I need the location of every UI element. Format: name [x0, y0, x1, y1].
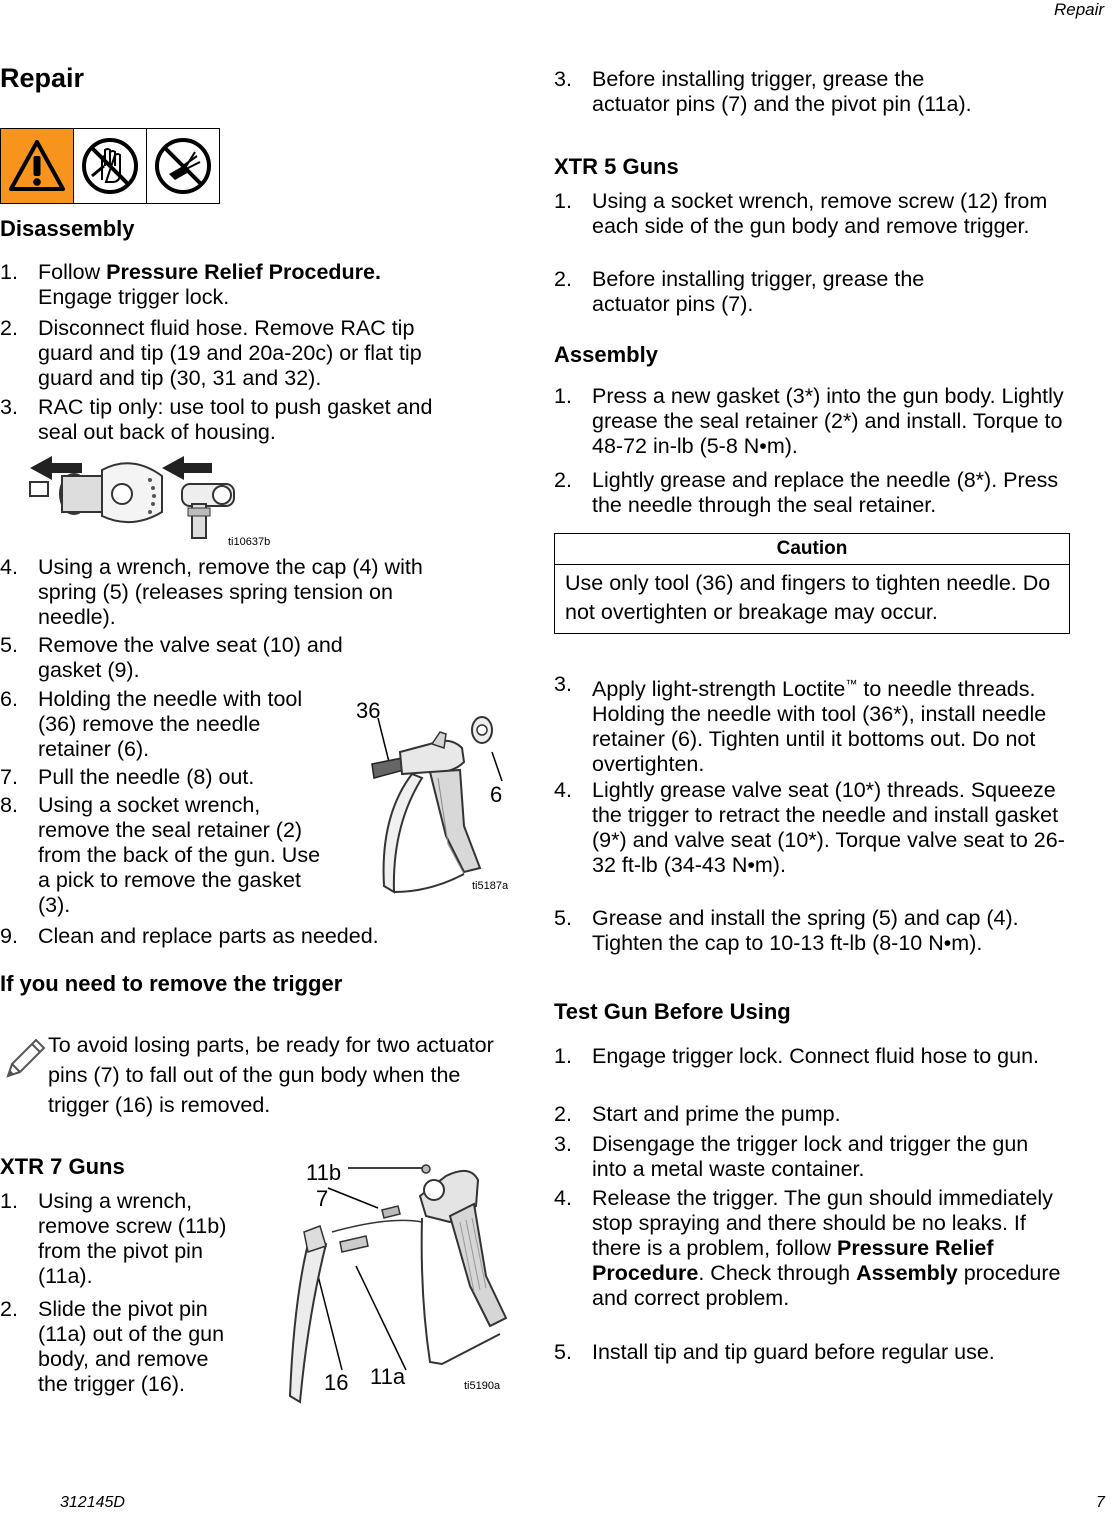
list-item: 4. Lightly grease valve seat (10*) threads. Squeeze the trigger to retract the needle and install gasket (9*) and valve seat (10*). Torque valve seat to 26-32 ft-lb (34-43 N•m).	[554, 778, 1065, 877]
no-spray-at-body-icon	[147, 129, 219, 203]
list-item: 1. Follow Pressure Relief Procedure. Engage trigger lock.	[0, 260, 381, 309]
warning-icons	[0, 128, 220, 204]
list-item: 2. Disconnect fluid hose. Remove RAC tip guard and tip (19 and 20a-20c) or flat tip guard and tip (30, 31 and 32).	[0, 316, 422, 390]
xtr5-heading: XTR 5 Guns	[554, 154, 679, 179]
list-item: 1. Using a socket wrench, remove screw (12) from each side of the gun body and remove trigger.	[554, 189, 1048, 238]
figure-caption: ti10637b	[228, 536, 271, 548]
assembly-steps-a	[554, 384, 1068, 524]
no-hand-injection-icon	[74, 129, 147, 203]
list-item: 3. Before installing trigger, grease the actuator pins (7) and the pivot pin (11a).	[554, 67, 972, 116]
list-item: 1. Engage trigger lock. Connect fluid hose to gun.	[554, 1044, 1040, 1068]
test-steps	[554, 1044, 1068, 1374]
figure-caption: ti5190a	[464, 1380, 501, 1392]
test-heading: Test Gun Before Using	[554, 999, 791, 1024]
xtr7-steps	[0, 1189, 260, 1429]
list-item: 1. Press a new gasket (3*) into the gun body. Lightly grease the seal retainer (2*) and install. Torque to 48-72 in-lb (5-8 N•m).	[554, 384, 1064, 458]
list-item: 2. Start and prime the pump.	[554, 1102, 841, 1126]
caution-text: Use only tool (36) and fingers to tighten needle. Do not overtighten or breakage may occur.	[565, 571, 1051, 624]
list-item: 5. Remove the valve seat (10) and gasket (9).	[0, 633, 343, 682]
note-block: To avoid losing parts, be ready for two actuator pins (7) to fall out of the gun body when the trigger (16) is removed.	[0, 1030, 520, 1120]
assembly-heading: Assembly	[554, 342, 658, 367]
doc-number: 312145D	[60, 1494, 125, 1511]
disassembly-heading: Disassembly	[0, 216, 135, 241]
xtr7-heading: XTR 7 Guns	[0, 1154, 125, 1179]
list-item: 6. Holding the needle with tool (36) remove the needle retainer (6).	[0, 687, 303, 761]
list-item: 1. Using a wrench, remove screw (11b) from the pivot pin (11a).	[0, 1189, 227, 1288]
xtr7-continued	[554, 67, 1054, 127]
trigger-removal-figure	[270, 1156, 520, 1406]
list-item: 4. Release the trigger. The gun should immediately stop spraying and there should be no leaks. If there is a problem, follow Pressure Relief Procedure. Check through Assembly procedure and correct problem.	[554, 1186, 1061, 1310]
list-item: 8. Using a socket wrench, remove the seal retainer (2) from the back of the gun. Use a pick to remove the gasket (3).	[0, 793, 321, 917]
xtr5-steps	[554, 189, 1068, 329]
callout-label: 6	[490, 782, 503, 807]
callout-label: 11a	[370, 1364, 406, 1389]
list-item: 3. Disengage the trigger lock and trigger the gun into a metal waste container.	[554, 1132, 1029, 1181]
list-item: 4. Using a wrench, remove the cap (4) with spring (5) (releases spring tension on needle).	[0, 555, 423, 629]
page-title: Repair	[0, 63, 85, 93]
list-item: 5. Install tip and tip guard before regular use.	[554, 1340, 995, 1364]
warning-triangle-icon	[1, 129, 74, 203]
assembly-steps-b	[554, 672, 1068, 982]
list-item: 2. Before installing trigger, grease the actuator pins (7).	[554, 267, 925, 316]
list-item: 2. Lightly grease and replace the needle (8*). Press the needle through the seal retainer.	[554, 468, 1059, 517]
rac-tip-figure	[22, 446, 282, 550]
list-item: 5. Grease and install the spring (5) and cap (4). Tighten the cap to 10-13 ft-lb (8-10 N•m).	[554, 906, 1019, 955]
list-item: 3. Apply light-strength Loctite™ to needle threads. Holding the needle with tool (36*), install needle retainer (6). Tighten until it bottoms out. Do not overtighten.	[554, 672, 1047, 777]
callout-label: 11b	[306, 1160, 342, 1185]
running-header: Repair	[1054, 0, 1105, 19]
callout-label: 7	[316, 1186, 329, 1211]
callout-label: 16	[324, 1370, 349, 1395]
list-item: 7. Pull the needle (8) out.	[0, 765, 255, 789]
list-item: 3. RAC tip only: use tool to push gasket and seal out back of housing.	[0, 395, 433, 444]
pencil-note-icon	[2, 1036, 46, 1087]
page-number: 7	[1096, 1494, 1105, 1511]
trigger-heading: If you need to remove the trigger	[0, 971, 343, 996]
list-item: 2. Slide the pivot pin (11a) out of the gun body, and remove the trigger (16).	[0, 1297, 225, 1396]
caution-title: Caution	[555, 534, 1069, 565]
caution-box	[554, 533, 1070, 634]
needle-removal-figure	[340, 696, 530, 906]
callout-label: 36	[356, 698, 381, 723]
figure-caption: ti5187a	[472, 880, 509, 892]
list-item: 9. Clean and replace parts as needed.	[0, 924, 379, 948]
